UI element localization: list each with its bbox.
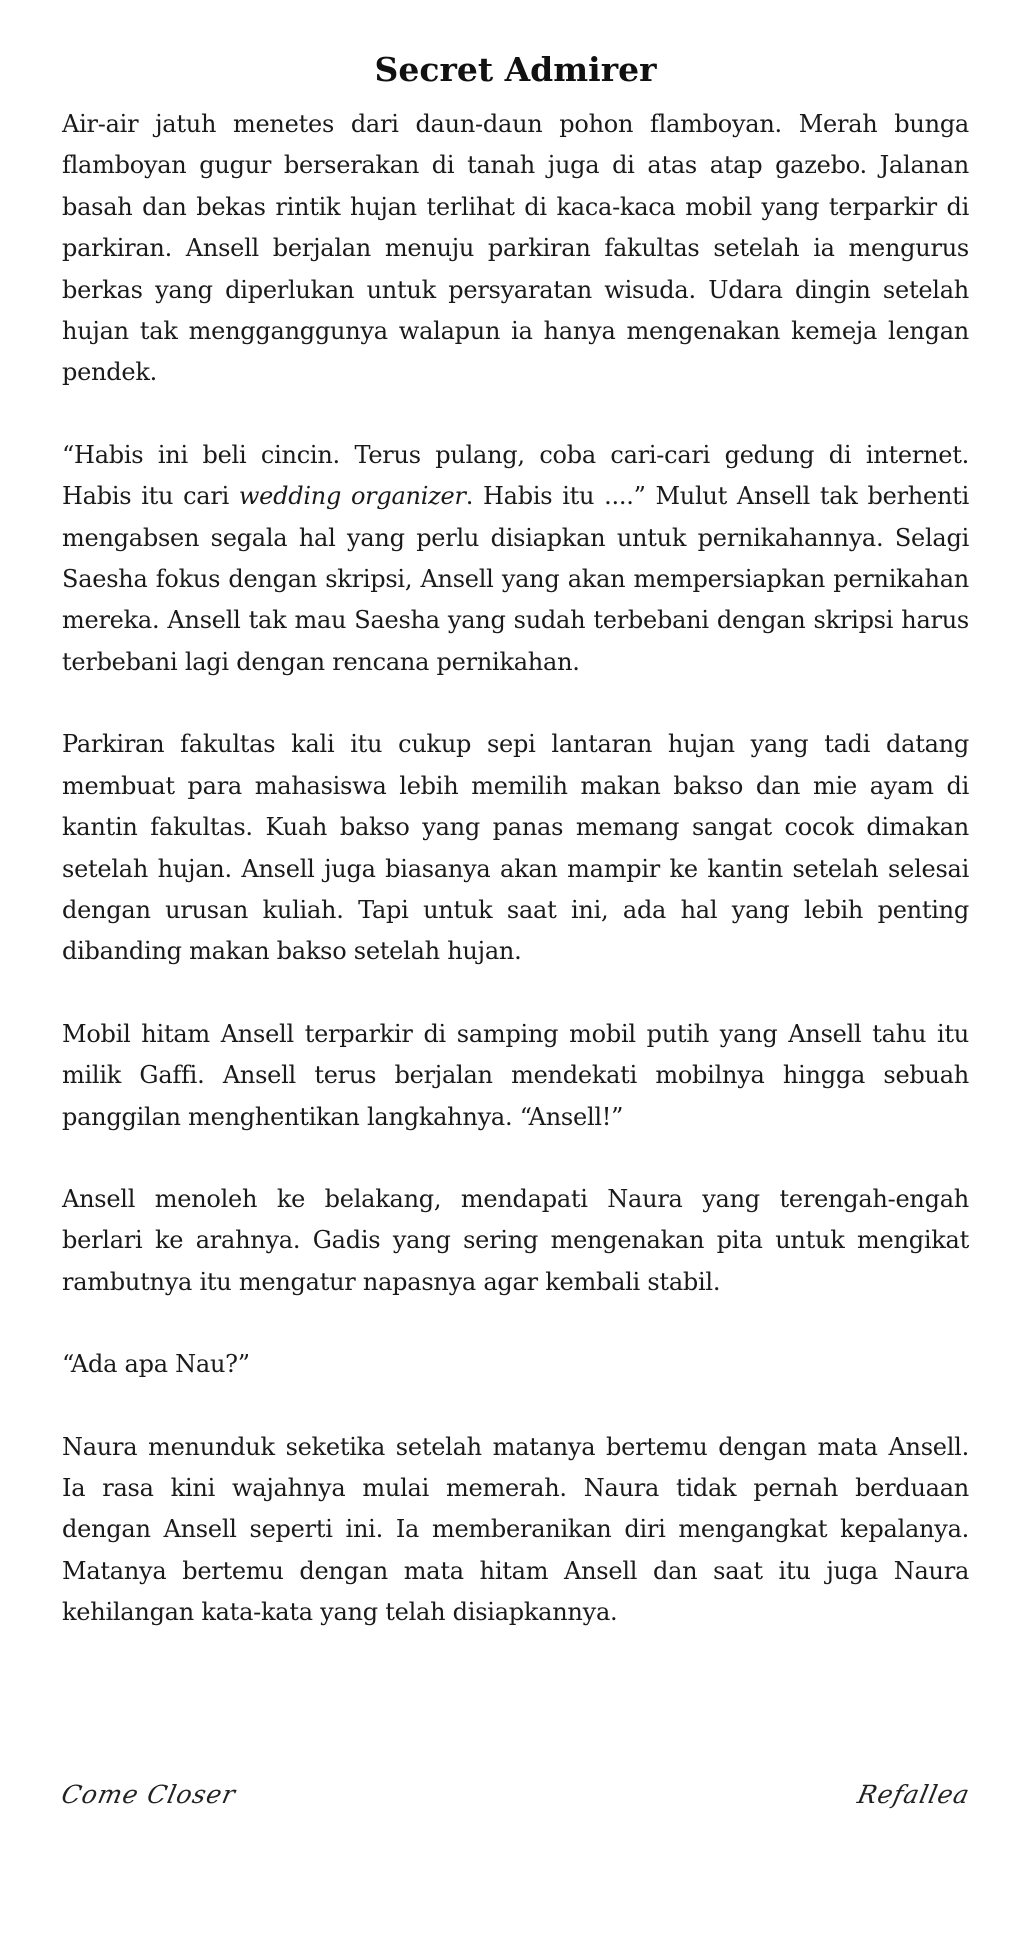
paragraph-6: “Ada apa Nau?” <box>62 1350 250 1379</box>
paragraph-7: Naura menunduk seketika setelah matanya bertemu dengan mata Ansell. Ia rasa kini wajahnya mulai memerah. Naura tidak pernah berduaan dengan Ansell seperti ini. Ia memberanikan diri mengangkat kepalanya. Matanya bertemu dengan mata hitam Ansell dan saat itu juga Naura kehilangan kata-kata yang telah disiapkannya. <box>62 1432 969 1627</box>
paragraph-4: Mobil hitam Ansell terparkir di samping mobil putih yang Ansell tahu itu milik Gaffi. Ansell terus berjalan mendekati mobilnya hingga sebuah panggilan menghentikan langkahnya. “Ansell!” <box>62 1019 969 1131</box>
paragraph-5: Ansell menoleh ke belakang, mendapati Naura yang terengah-engah berlari ke arahnya. Gadis yang sering mengenakan pita untuk mengikat rambutnya itu mengatur napasnya agar kembali stabil. <box>62 1184 969 1296</box>
author-signature: Refallea <box>854 1780 973 1809</box>
page-title: Secret Admirer <box>374 50 657 89</box>
paragraph-2-italic: wedding organizer <box>238 482 466 511</box>
paragraph-1: Air-air jatuh menetes dari daun-daun pohon flamboyan. Merah bunga flamboyan gugur berserakan di tanah juga di atas atap gazebo. Jalanan basah dan bekas rintik hujan terlihat di kaca-kaca mobil yang terparkir di parkiran. Ansell berjalan menuju parkiran fakultas setelah ia mengurus berkas yang diperlukan untuk persyaratan wisuda. Udara dingin setelah hujan tak mengganggunya walapun ia hanya mengenakan kemeja lengan pendek. <box>62 110 969 387</box>
paragraph-2 <box>62 435 969 683</box>
paragraph-3: Parkiran fakultas kali itu cukup sepi lantaran hujan yang tadi datang membuat para mahasiswa lebih memilih makan bakso dan mie ayam di kantin fakultas. Kuah bakso yang panas memang sangat cocok dimakan setelah hujan. Ansell juga biasanya akan mampir ke kantin setelah selesai dengan urusan kuliah. Tapi untuk saat ini, ada hal yang lebih penting dibanding makan bakso setelah hujan. <box>62 730 969 966</box>
document-page <box>62 44 969 1675</box>
paragraph-2-after: . Habis itu ....” Mulut Ansell tak berhenti mengabsen segala hal yang perlu disiapkan untuk pernikahannya. Selagi Saesha fokus dengan skripsi, Ansell yang akan mempersiapkan pernikahan mereka. Ansell tak mau Saesha yang sudah terbebani dengan skripsi harus terbebani lagi dengan rencana pernikahan. <box>62 482 969 676</box>
book-title-signature: Come Closer <box>59 1780 239 1809</box>
page-footer <box>59 1775 973 1825</box>
paragraph-2-before: “Habis ini beli cincin. Terus pulang, coba cari-cari gedung di internet. Habis itu cari <box>62 440 969 511</box>
